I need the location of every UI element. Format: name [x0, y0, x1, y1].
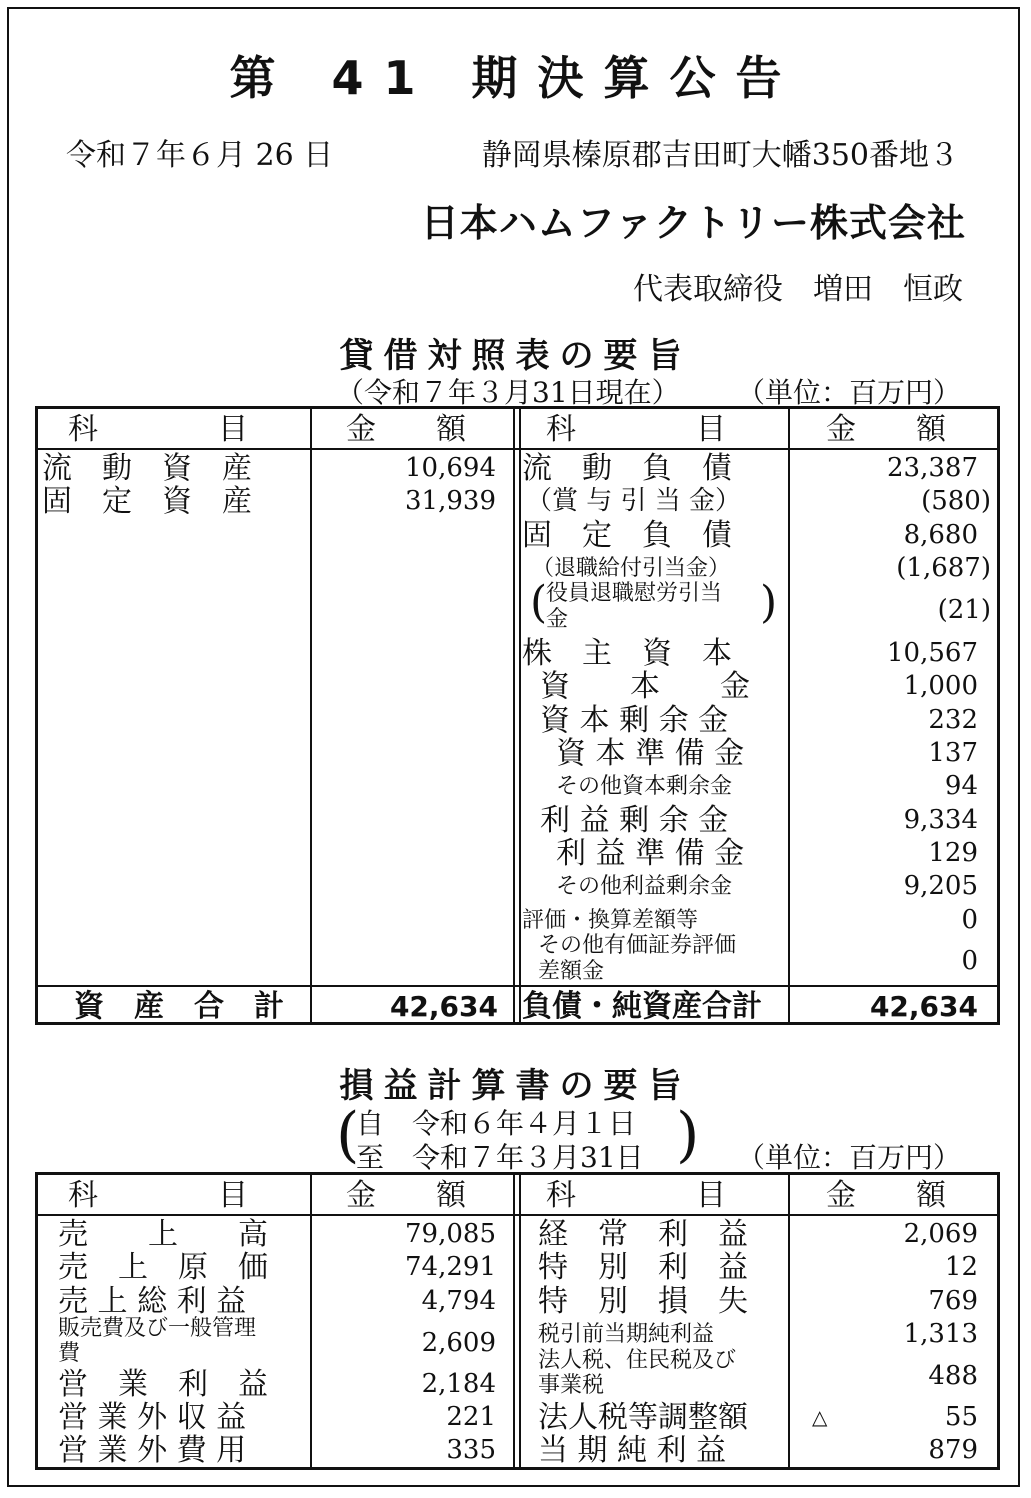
pl-left-value: 4,794: [421, 1286, 496, 1316]
pl-left-label: 営 業 利 益: [58, 1367, 268, 1402]
pl-left-label: 営 業 外 費 用: [58, 1433, 247, 1468]
pl-left-value: 2,609: [421, 1328, 496, 1358]
notice-date: 令和７年６月 26 日: [66, 138, 334, 173]
bs-as-of: （令和７年３月31日現在）: [336, 376, 680, 409]
bracket-right: ): [760, 577, 778, 628]
pl-right-label: 法人税等調整額: [538, 1400, 748, 1435]
bracket-right: ): [676, 1100, 700, 1170]
bs-liab-label: 資 本 準 備 金: [556, 736, 745, 771]
bs-col-amount-left: 金 額: [346, 412, 466, 447]
total-assets-label: 資 産 合 計: [74, 989, 284, 1024]
bs-liab-value: 8,680: [903, 520, 978, 550]
pl-col-amount-left: 金 額: [346, 1178, 466, 1213]
representative: 代表取締役 増田 恒政: [633, 272, 963, 307]
bs-liab-value: 129: [928, 838, 978, 868]
bs-col-item-right: 科 目: [546, 412, 726, 447]
pl-left-value: 221: [446, 1402, 496, 1432]
pl-title: 損益計算書の要旨: [339, 1066, 692, 1106]
bs-liab-label: 株 主 資 本: [522, 636, 732, 671]
bs-liab-label: 資 本 金: [540, 669, 750, 704]
bs-liab-value: 94: [944, 771, 978, 801]
bs-asset-value: 31,939: [405, 486, 496, 516]
pl-left-value: 335: [446, 1435, 496, 1465]
bs-liab-label-cont: 差額金: [538, 959, 605, 984]
bs-liab-label: 利 益 剰 余 金: [540, 803, 729, 838]
bs-liab-value: (1,687): [896, 553, 991, 583]
pl-left-label: 売 上 総 利 益: [58, 1284, 247, 1319]
pl-right-value: 12: [944, 1252, 978, 1282]
pl-right-value: 2,069: [903, 1219, 978, 1249]
bs-unit: （単位：百万円）: [736, 376, 961, 409]
bs-liab-value: 23,387: [887, 453, 978, 483]
pl-right-value: 55: [944, 1402, 978, 1432]
bs-asset-value: 10,694: [405, 453, 496, 483]
pl-left-label: 販売費及び一般管理: [58, 1316, 257, 1341]
bs-liab-value: 232: [928, 705, 978, 735]
bs-liab-label: （賞 与 引 当 金）: [526, 486, 742, 516]
bs-col-amount-right: 金 額: [826, 412, 946, 447]
notice-title: 第 41 期決算公告: [229, 51, 802, 105]
bs-liab-value: (580): [921, 486, 991, 516]
pl-left-value: 74,291: [405, 1252, 496, 1282]
pl-right-value: 488: [928, 1361, 978, 1391]
bs-liab-value: 9,334: [903, 805, 978, 835]
pl-right-label: 特 別 利 益: [538, 1250, 748, 1285]
pl-right-label: 税引前当期純利益: [538, 1322, 715, 1347]
bs-liab-value: 1,000: [903, 671, 978, 701]
pl-period-to: 至 令和７年３月31日: [356, 1141, 644, 1174]
total-assets-value: 42,634: [389, 990, 498, 1023]
bs-liab-label-cont: 金: [546, 607, 569, 632]
bs-liab-label: その他資本剰余金: [556, 774, 733, 799]
pl-col-amount-right: 金 額: [826, 1178, 946, 1213]
pl-right-value: 879: [928, 1435, 978, 1465]
bs-liab-label: （退職給付引当金）: [532, 556, 731, 581]
bs-title: 貸借対照表の要旨: [339, 336, 692, 376]
bs-asset-label: 固 定 資 産: [42, 484, 252, 519]
negative-sign: △: [812, 1405, 828, 1429]
income-statement-table: [35, 1172, 1000, 1470]
pl-left-value: 79,085: [405, 1219, 496, 1249]
pl-right-value: 769: [928, 1286, 978, 1316]
bracket-left: (: [530, 577, 548, 628]
bs-asset-label: 流 動 資 産: [42, 451, 252, 486]
bs-liab-value: 137: [928, 738, 978, 768]
pl-period-from: 自 令和６年４月１日: [356, 1107, 637, 1140]
pl-col-item-right: 科 目: [546, 1178, 726, 1213]
bs-liab-value: 0: [961, 905, 978, 935]
total-liab-value: 42,634: [869, 990, 978, 1023]
bs-liab-value: 10,567: [887, 638, 978, 668]
bs-liab-label: 流 動 負 債: [522, 451, 732, 486]
pl-left-label-cont: 費: [58, 1341, 81, 1366]
bs-liab-label: その他利益剰余金: [556, 874, 733, 899]
bracket-left: (: [336, 1100, 360, 1170]
pl-right-label: 当 期 純 利 益: [538, 1433, 727, 1468]
total-liab-label: 負債・純資産合計: [522, 989, 762, 1024]
bs-liab-label: 役員退職慰労引当: [546, 581, 723, 606]
pl-right-value: 1,313: [903, 1319, 978, 1349]
pl-unit: （単位：百万円）: [736, 1141, 961, 1174]
balance-sheet-table: [35, 406, 1000, 1025]
pl-right-label-cont: 事業税: [538, 1373, 605, 1398]
pl-left-label: 売 上 高: [58, 1217, 268, 1252]
bs-liab-label: その他有価証券評価: [538, 933, 737, 958]
pl-right-label: 経 常 利 益: [538, 1217, 748, 1252]
company-name: 日本ハムファクトリー株式会社: [420, 201, 966, 245]
pl-left-value: 2,184: [421, 1369, 496, 1399]
bs-liab-label: 資 本 剰 余 金: [540, 703, 729, 738]
bs-liab-label: 利 益 準 備 金: [556, 836, 745, 871]
pl-left-label: 売 上 原 価: [58, 1250, 268, 1285]
bs-liab-label: 評価・換算差額等: [522, 908, 699, 933]
pl-right-label: 特 別 損 失: [538, 1284, 748, 1319]
bs-col-item-left: 科 目: [68, 412, 248, 447]
bs-liab-value: 9,205: [903, 871, 978, 901]
pl-left-label: 営 業 外 収 益: [58, 1400, 247, 1435]
company-address: 静岡県榛原郡吉田町大幡350番地３: [481, 138, 959, 173]
bs-liab-value: (21): [937, 595, 991, 625]
pl-col-item-left: 科 目: [68, 1178, 248, 1213]
bs-liab-value: 0: [961, 946, 978, 976]
pl-right-label: 法人税、住民税及び: [538, 1348, 737, 1373]
bs-liab-label: 固 定 負 債: [522, 518, 732, 553]
